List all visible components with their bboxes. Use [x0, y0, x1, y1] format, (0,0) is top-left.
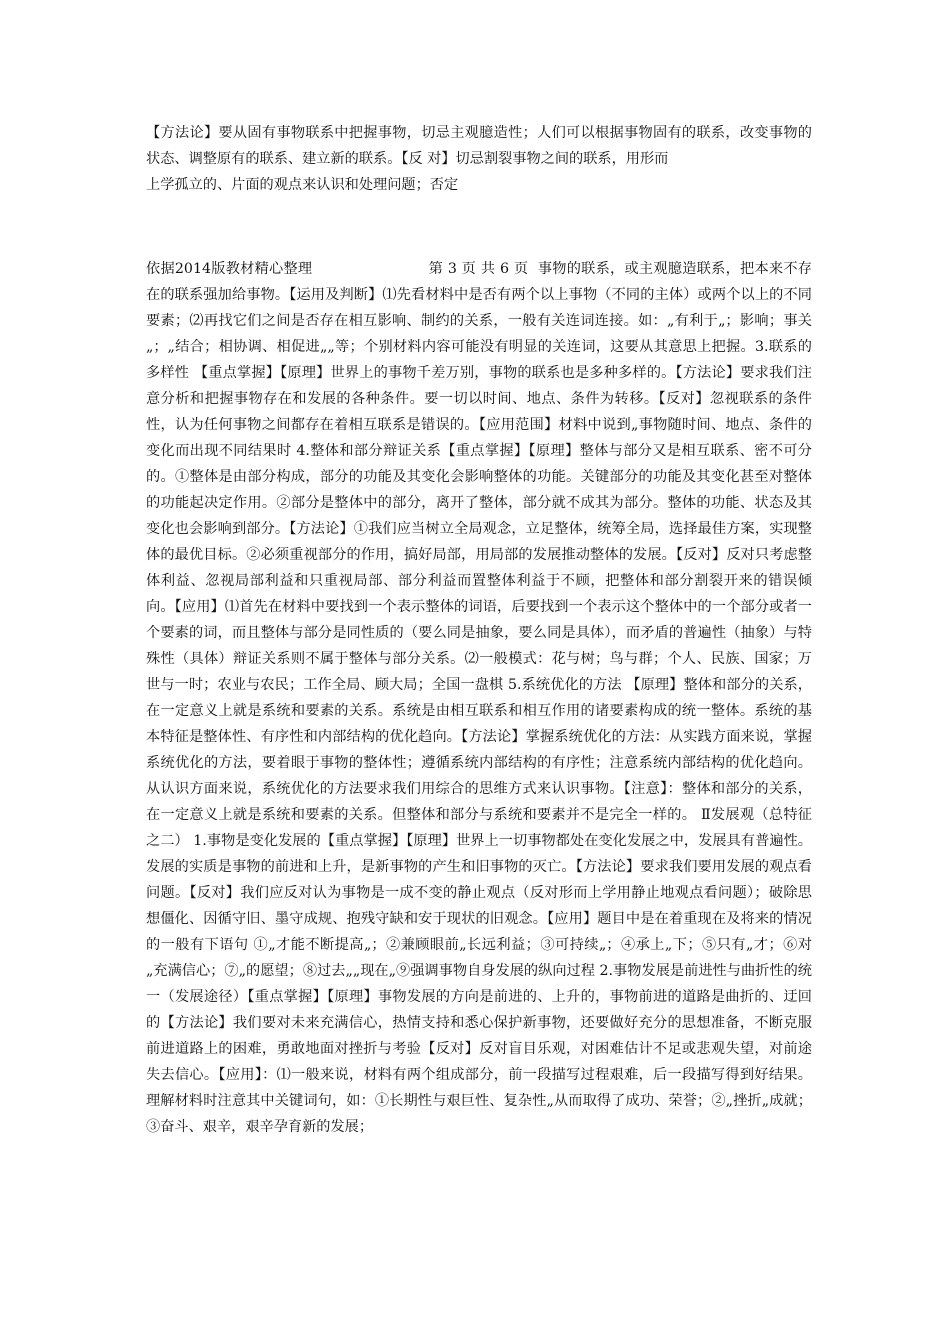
source-note: 依据2014版教材精心整理 [146, 261, 313, 277]
intro-line-2: 上学孤立的、片面的观点来认识和处理问题；否定 [146, 177, 459, 193]
main-paragraph [146, 256, 812, 1140]
body-text: 事物的联系，或主观臆造联系，把本来不存在的联系强加给事物。【运用及判断】⑴先看材料中是否有两个以上事物（不同的主体）或两个以上的不同要素；⑵再找它们之间是否存在相互影响、制约的关系，一般有关连词连接。如：„有利于„；影响；事关„；„结合；相协调、相促进„„等；个别材料内容可能没有明显的关连词，这要从其意思上把握。3.联系的多样性 【重点掌握】【原理】世界上的事物千差万别，事物的联系也是多种多样的。【方法论】要求我们注意分析和把握事物存在和发展的各种条件。要一切以时间、地点、条件为转移。【反对】忽视联系的条件性，认为任何事物之间都存在着相互联系是错误的。【应用范围】材料中说到„事物随时间、地点、条件的变化而出现不同结果时 4.整体和部分辩证关系【重点掌握】【原理】整体与部分又是相互联系、密不可分的。①整体是由部分构成，部分的功能及其变化会影响整体的功能。关键部分的功能及其变化甚至对整体的功能起决定作用。②部分是整体中的部分，离开了整体，部分就不成其为部分。整体的功能、状态及其变化也会影响到部分。【方法论】①我们应当树立全局观念，立足整体，统筹全局，选择最佳方案，实现整体的最优目标。②必须重视部分的作用，搞好局部，用局部的发展推动整体的发展。【反对】反对只考虑整体利益、忽视局部利益和只重视局部、部分利益而置整体利益于不顾，把整体和部分割裂开来的错误倾向。【应用】⑴首先在材料中要找到一个表示整体的词语，后要找到一个表示这个整体中的一个部分或者一个要素的词，而且整体与部分是同性质的（要么同是抽象，要么同是具体），而矛盾的普遍性（抽象）与特殊性（具体）辩证关系则不属于整体与部分关系。⑵一般模式：花与树；鸟与群；个人、民族、国家；万世与一时；农业与农民；工作全局、顾大局；全国一盘棋 5.系统优化的方法 【原理】整体和部分的关系，在一定意义上就是系统和要素的关系。系统是由相互联系和相互作用的诸要素构成的统一整体。系统的基本特征是整体性、有序性和内部结构的优化趋向。【方法论】掌握系统优化的方法：从实践方面来说，掌握系统优化的方法，要着眼于事物的整体性；遵循系统内部结构的有序性；注意系统内部结构的优化趋向。从认识方面来说，系统优化的方法要求我们用综合的思维方式来认识事物。【注意】：整体和部分的关系，在一定意义上就是系统和要素的关系。但整体和部分与系统和要素并不是完全一样的。 Ⅱ发展观（总特征之二） 1.事物是变化发展的【重点掌握】【原理】世界上一切事物都处在变化发展之中，发展具有普遍性。发展的实质是事物的前进和上升，是新事物的产生和旧事物的灭亡。【方法论】要求我们要用发展的观点看问题。【反对】我们应反对认为事物是一成不变的静止观点（反对形而上学用静止地观点看问题）；破除思想僵化、因循守旧、墨守成规、抱残守缺和安于现状的旧观念。【应用】题目中是在着重现在及将来的情况的一般有下语句 ①„才能不断提高„；②兼顾眼前„长远利益；③可持续„；④承上„下；⑤只有„才；⑥对„充满信心；⑦„的愿望；⑧过去„„现在„⑨强调事物自身发展的纵向过程 2.事物发展是前进性与曲折性的统一（发展途径）【重点掌握】【原理】事物发展的方向是前进的、上升的，事物前进的道路是曲折的、迂回的【方法论】我们要对未来充满信心，热情支持和悉心保护新事物，还要做好充分的思想准备，不断克服前进道路上的困难，勇敢地面对挫折与考验【反对】反对盲目乐观，对困难估计不足或悲观失望，对前途失去信心。【应用】：⑴一般来说，材料有两个组成部分，前一段描写过程艰难，后一段描写得到好结果。 理解材料时注意其中关键词句，如：①长期性与艰巨性、复杂性„从而取得了成功、荣誉；②„挫折„成就；③奋斗、艰辛，艰辛孕育新的发展； [146, 261, 812, 1135]
document-page [146, 120, 812, 1140]
intro-line-1: 【方法论】要从固有事物联系中把握事物，切忌主观臆造性；人们可以根据事物固有的联系，改变事物的状态、调整原有的联系、建立新的联系。【反 对】切忌割裂事物之间的联系，用形而 [146, 125, 812, 167]
page-number: 第 3 页 共 6 页 [428, 261, 529, 277]
intro-paragraph [146, 120, 812, 198]
paragraph-gap [146, 198, 812, 256]
